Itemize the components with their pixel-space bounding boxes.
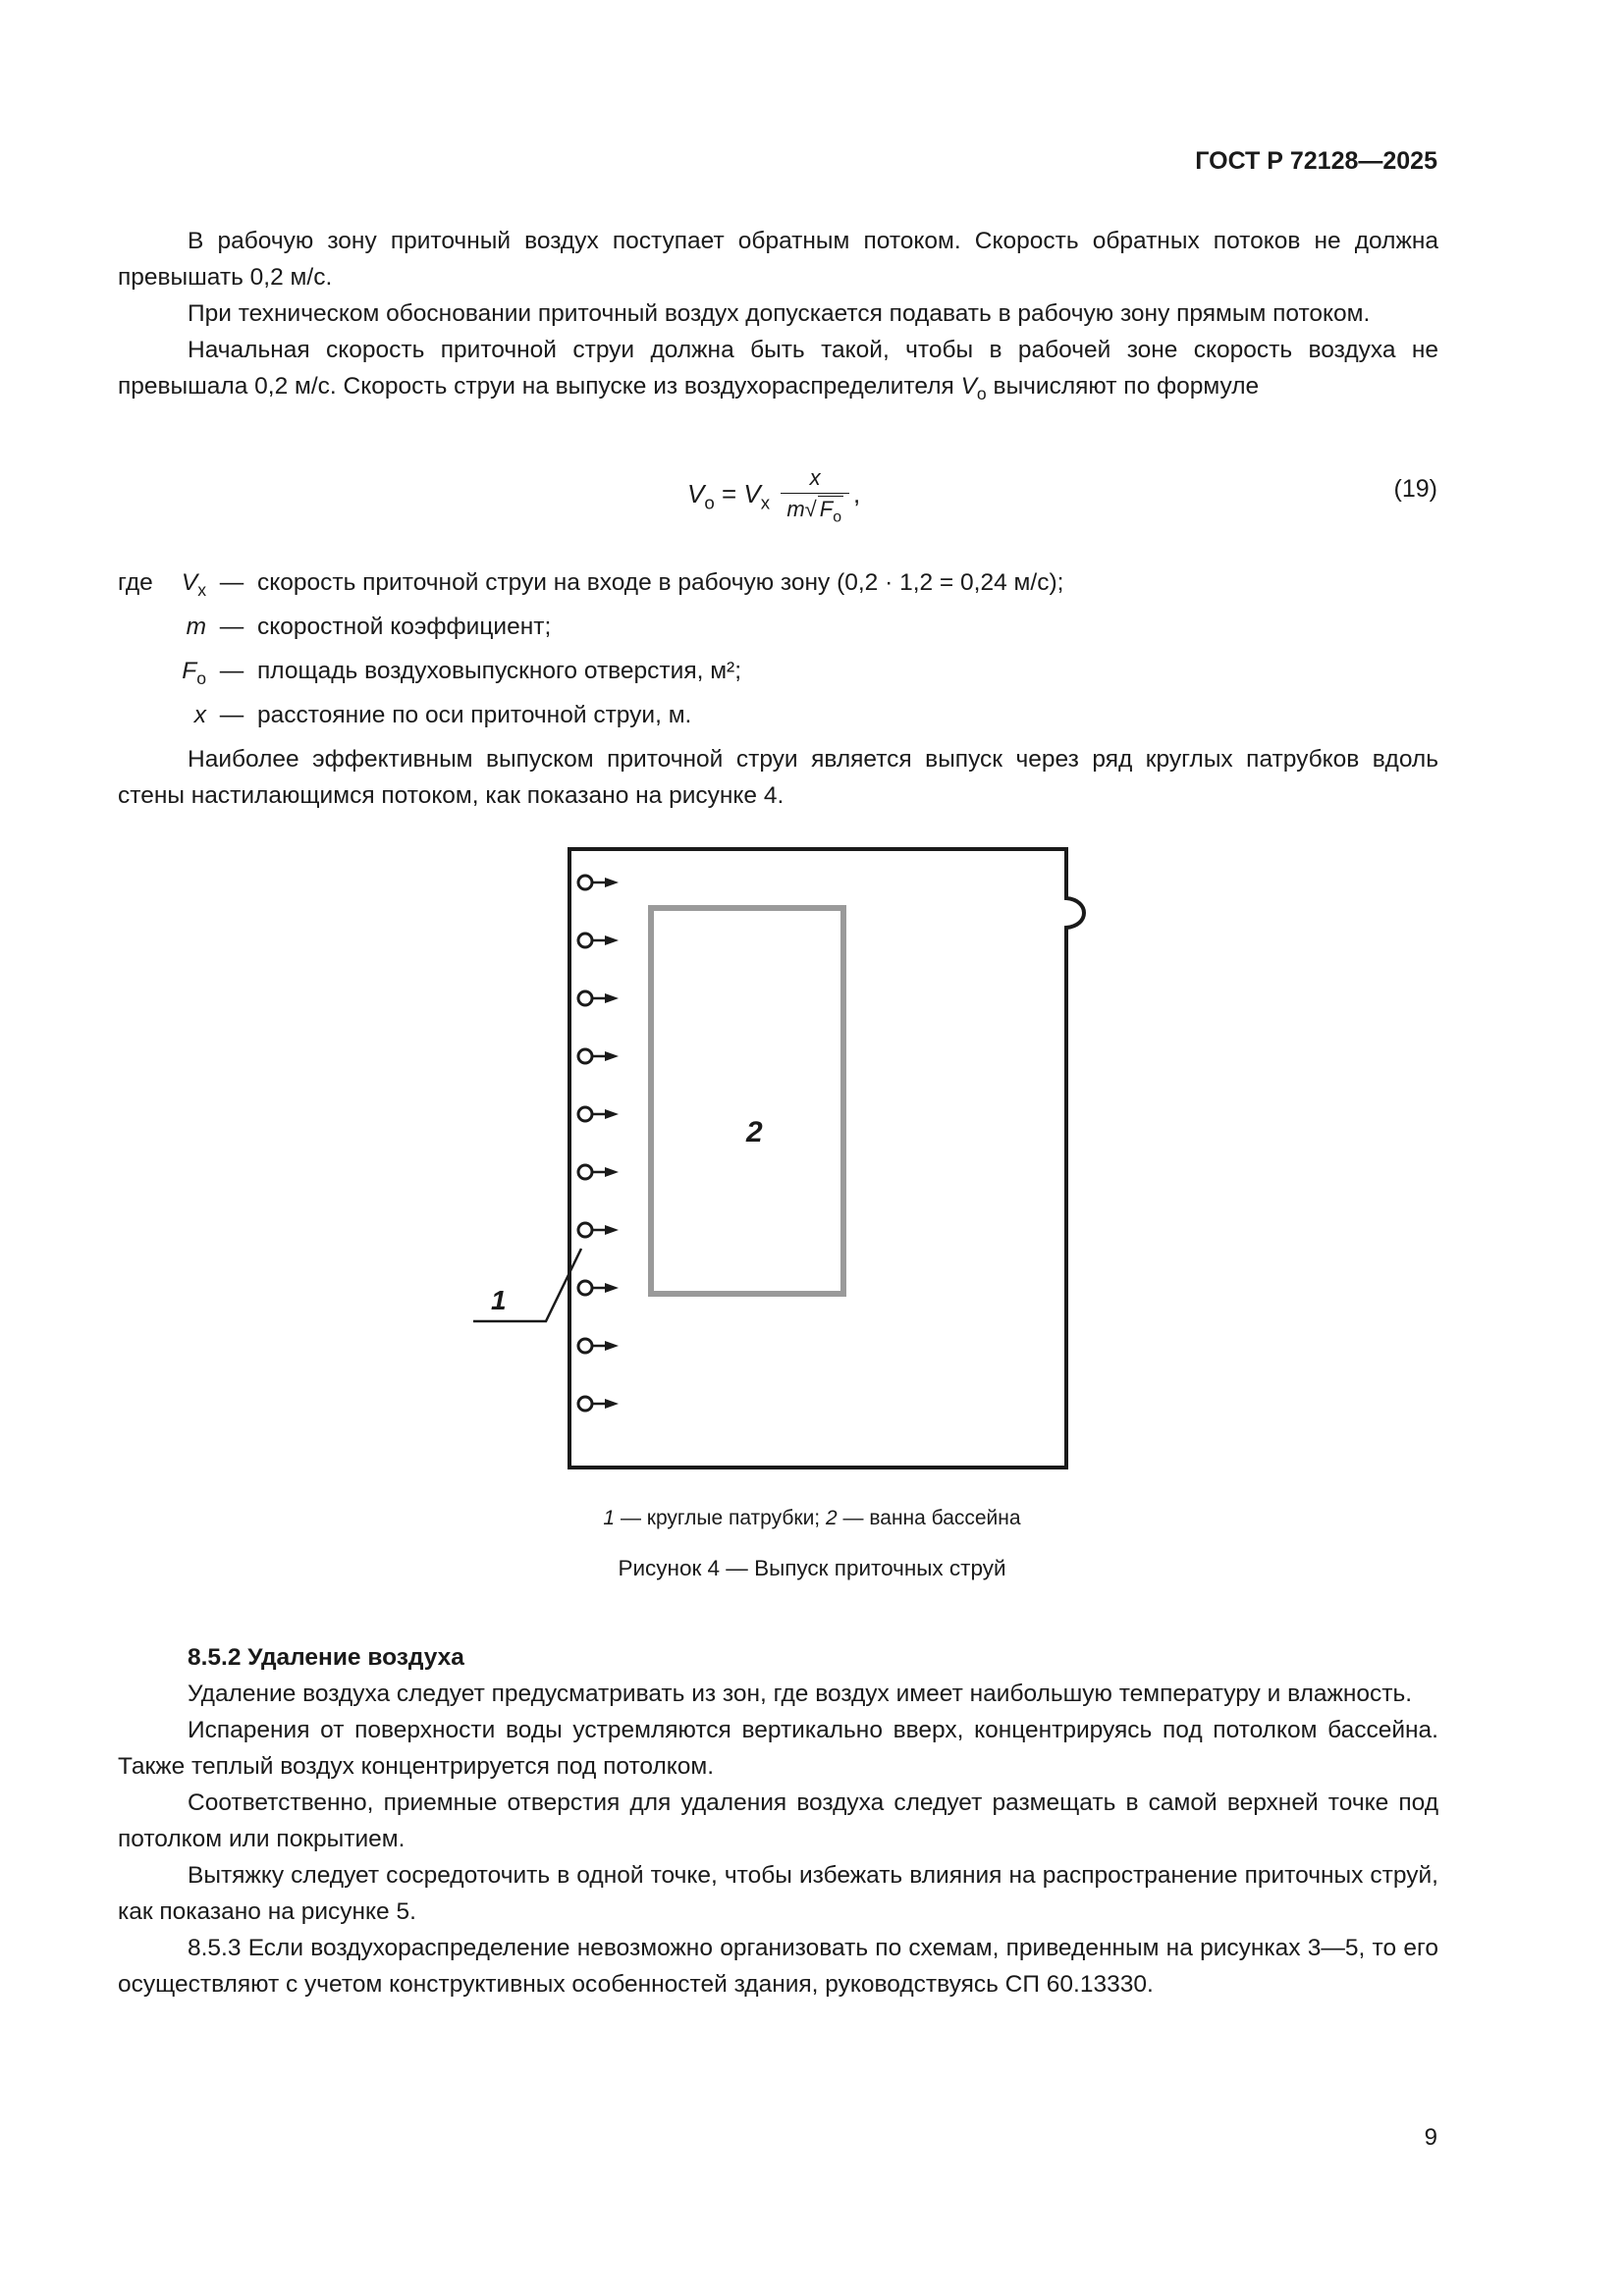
formula-sqrt: [818, 496, 843, 526]
legend-row: [118, 564, 1438, 609]
legend-dash: —: [219, 701, 244, 728]
legend-row: [118, 697, 1438, 741]
pool-label: 2: [746, 1116, 763, 1148]
formula-den-f-sub: o: [833, 508, 842, 526]
nozzle-circle: [578, 1281, 592, 1295]
section-8-5-2: [118, 1639, 1438, 2002]
section-heading: 8.5.2 Удаление воздуха: [188, 1644, 464, 1671]
nozzle-label: 1: [491, 1285, 507, 1315]
formula-comma: ,: [853, 479, 861, 509]
nozzle-circle: [578, 1107, 592, 1121]
formula-denominator: m√ $F_o$: [786, 497, 842, 526]
nozzle-circle: [578, 934, 592, 947]
legend-row: [118, 653, 1438, 697]
section-paragraph: Соответственно, приемные отверстия для удаления воздуха следует размещать в самой верхней точке под потолком или покрытием.: [118, 1789, 1438, 1852]
paragraph-1: В рабочую зону приточный воздух поступает обратным потоком. Скорость обратных потоков не должна превышать 0,2 м/с.: [118, 228, 1438, 291]
formula-den-m: m: [786, 497, 805, 521]
formula-legend: [118, 564, 1438, 814]
formula-numerator: x: [781, 465, 849, 494]
figure-4-diagram: [461, 839, 1149, 1477]
formula-expression: [687, 465, 860, 526]
formula-lhs: V: [687, 479, 705, 509]
paragraph-after-legend: Наиболее эффективным выпуском приточной струи является выпуск через ряд круглых патрубков вдоль стены настилающимся потоком, как показано на рисунке 4.: [118, 745, 1438, 809]
legend-dash: —: [219, 657, 244, 684]
legend-symbol: m: [186, 613, 206, 640]
nozzle-arrow-head: [605, 1225, 619, 1235]
key-1-number: 1: [603, 1507, 616, 1529]
nozzle-arrow-head: [605, 1051, 619, 1061]
section-paragraph: 8.5.3 Если воздухораспределение невозможно организовать по схемам, приведенным на рисунках 3—5, то его осуществляют с учетом конструктивных особенностей здания, руководствуясь СП 60.13330.: [118, 1935, 1438, 1998]
section-paragraph: Вытяжку следует сосредоточить в одной точке, чтобы избежать влияния на распространение приточных струй, как показано на рисунке 5.: [118, 1862, 1438, 1925]
intro-text: [118, 223, 1438, 412]
nozzle-row: [578, 876, 619, 1411]
nozzle-arrow-head: [605, 1399, 619, 1409]
nozzle-arrow-head: [605, 935, 619, 945]
legend-symbol: x: [193, 701, 206, 728]
nozzle-arrow-head: [605, 1283, 619, 1293]
page-number: 9: [1424, 2124, 1437, 2151]
formula-den-f: F: [819, 497, 834, 521]
key-1-text: — круглые патрубки;: [615, 1507, 826, 1529]
nozzle-arrow-head: [605, 1341, 619, 1351]
legend-symbol: $F_o$: [182, 657, 206, 688]
nozzle-circle: [578, 876, 592, 889]
velocity-sub: o: [976, 383, 987, 403]
label-1-leader: [473, 1249, 581, 1321]
nozzle-circle: [578, 1049, 592, 1063]
legend-definition: скоростной коэффициент;: [257, 613, 552, 640]
section-paragraph: Испарения от поверхности воды устремляются вертикально вверх, концентрируясь под потолком бассейна. Также теплый воздух концентрируется под потолком.: [118, 1717, 1438, 1780]
nozzle-circle: [578, 1397, 592, 1411]
legend-definition: скорость приточной струи на входе в рабочую зону (0,2 · 1,2 = 0,24 м/с);: [257, 569, 1064, 596]
formula-rhs: V: [743, 479, 761, 509]
paragraph-3: [118, 332, 1438, 412]
legend-dash: —: [219, 613, 244, 640]
key-2-number: 2: [825, 1507, 838, 1529]
legend-definition: площадь воздуховыпускного отверстия, м²;: [257, 657, 742, 684]
nozzle-arrow-head: [605, 1167, 619, 1177]
legend-symbol: $V_x$: [181, 569, 206, 600]
nozzle-arrow-head: [605, 993, 619, 1003]
formula-lhs-sub: o: [704, 492, 715, 513]
nozzle-circle: [578, 991, 592, 1005]
figure-key: [0, 1507, 1624, 1530]
legend-dash: —: [219, 569, 244, 596]
paragraph-3-text: Начальная скорость приточной струи должна быть такой, чтобы в рабочей зоне скорость воздуха не превышала 0,2 м/с. Скорость струи на выпуске из воздухораспределителя: [118, 337, 1438, 400]
nozzle-circle: [578, 1165, 592, 1179]
formula-equals: =: [721, 479, 737, 509]
legend-definition: расстояние по оси приточной струи, м.: [257, 701, 692, 728]
page-header: ГОСТ Р 72128—2025: [1195, 147, 1437, 175]
legend-row: [118, 609, 1438, 653]
formula-fraction: [781, 465, 849, 526]
nozzle-circle: [578, 1339, 592, 1353]
nozzle-circle: [578, 1223, 592, 1237]
paragraph-2: При техническом обосновании приточный воздух допускается подавать в рабочую зону прямым потоком.: [188, 300, 1371, 327]
velocity-symbol: V: [960, 373, 977, 400]
figure-title: Рисунок 4 — Выпуск приточных струй: [618, 1556, 1006, 1580]
room-outline: [569, 849, 1084, 1468]
section-paragraph: Удаление воздуха следует предусматривать из зон, где воздух имеет наибольшую температуру и влажность.: [188, 1681, 1413, 1707]
nozzle-arrow-head: [605, 878, 619, 887]
formula-rhs-sub: x: [760, 492, 771, 513]
nozzle-arrow-head: [605, 1109, 619, 1119]
key-2-text: — ванна бассейна: [837, 1507, 1021, 1529]
legend-prefix: где: [118, 569, 153, 596]
formula-19: [0, 452, 1624, 540]
formula-number: (19): [1393, 475, 1437, 503]
paragraph-3-tail: вычисляют по формуле: [993, 373, 1260, 400]
pool-bath: [651, 908, 843, 1294]
